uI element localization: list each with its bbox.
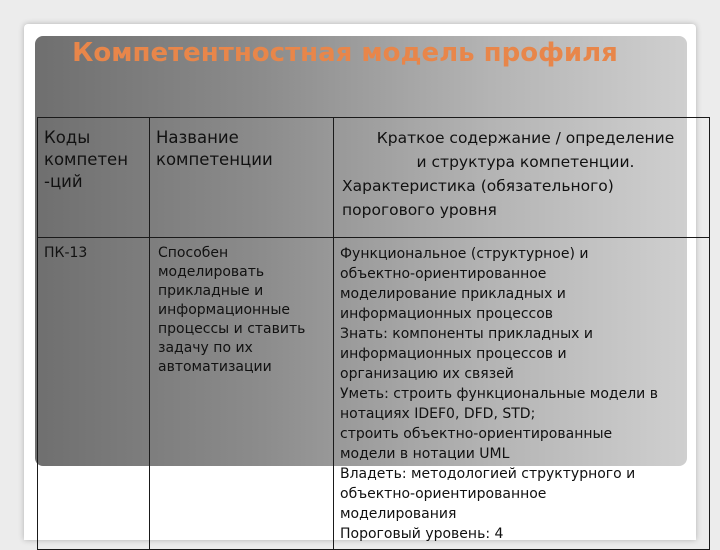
header-desc-line: Краткое содержание / определение [376,129,675,147]
description-line: объектно-ориентированное [340,266,547,282]
description-line: Владеть: методологией структурного и [340,466,636,482]
competency-name-line: Способен [158,245,229,261]
competency-name [150,238,334,550]
competency-table [37,117,710,550]
header-codes [38,118,150,238]
header-desc-line: Характеристика (обязательного) [342,177,614,195]
competency-name-line: информационные [158,302,290,318]
description-line: Функциональное (структурное) и [340,246,589,262]
description-line: модели в нотации UML [340,446,510,462]
description-line: моделирования [340,506,457,522]
description-line: информационных процессов [340,306,554,322]
competency-name-line: задачу по их [158,340,253,356]
table-row [38,238,710,550]
header-description [334,118,710,238]
description-line: строить объектно-ориентированные [340,426,613,442]
header-desc-line: и структура компетенции. [416,153,635,171]
slide-title: Компетентностная модель профиля [72,38,618,68]
header-desc-line: порогового уровня [342,201,497,219]
competency-name-line: прикладные и [158,283,264,299]
competency-code [38,238,150,550]
competency-description [334,238,710,550]
header-codes-line: -ций [44,172,83,191]
header-codes-line: компетен [44,150,128,169]
description-line: Знать: компоненты прикладных и [340,326,594,342]
header-name-line: компетенции [156,150,273,169]
competency-code-text: ПК-13 [44,245,88,261]
description-line: Пороговый уровень: 4 [340,526,504,542]
header-name-line: Название [156,128,239,147]
description-line: информационных процессов и [340,346,567,362]
description-line: объектно-ориентированное [340,486,547,502]
description-line: моделирование прикладных и [340,286,566,302]
header-name [150,118,334,238]
competency-name-line: моделировать [158,264,265,280]
description-line: Уметь: строить функциональные модели в [340,386,658,402]
competency-name-line: автоматизации [158,359,272,375]
competency-name-line: процессы и ставить [158,321,306,337]
description-line: организацию их связей [340,366,514,382]
header-codes-line: Коды [44,128,91,147]
description-line: нотациях IDEF0, DFD, STD; [340,406,536,422]
table-header-row [38,118,710,238]
